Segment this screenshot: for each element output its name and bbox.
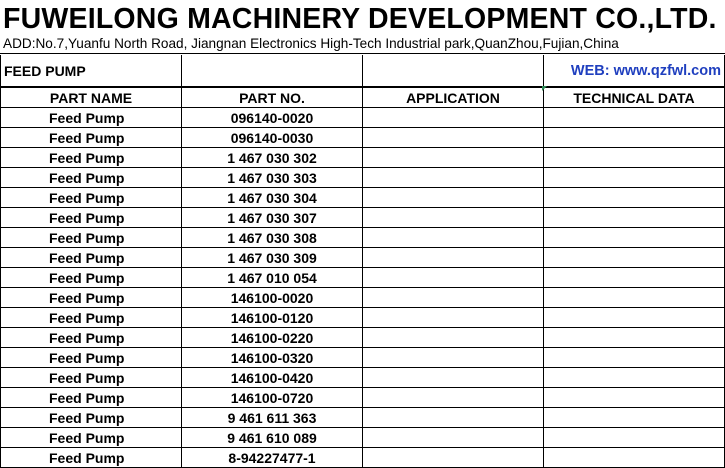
part-number-cell: 146100-0020	[182, 288, 363, 308]
parts-table	[0, 55, 725, 468]
title-blank-cell	[363, 55, 544, 87]
column-header-application: APPLICATION	[363, 87, 544, 108]
part-number-cell: 1 467 030 309	[182, 248, 363, 268]
application-cell	[363, 168, 544, 188]
table-row	[1, 308, 725, 328]
part-number-cell: 9 461 610 089	[182, 428, 363, 448]
application-cell	[363, 268, 544, 288]
part-number-cell: 1 467 030 302	[182, 148, 363, 168]
technical-data-cell	[544, 228, 725, 248]
part-number-cell: 8-94227477-1	[182, 448, 363, 468]
header-divider	[0, 53, 725, 54]
part-number-cell: 1 467 030 303	[182, 168, 363, 188]
part-name-cell: Feed Pump	[1, 268, 182, 288]
application-cell	[363, 368, 544, 388]
application-cell	[363, 228, 544, 248]
part-name-cell: Feed Pump	[1, 408, 182, 428]
part-number-cell: 1 467 030 308	[182, 228, 363, 248]
table-row	[1, 368, 725, 388]
part-number-cell: 1 467 030 304	[182, 188, 363, 208]
table-row	[1, 148, 725, 168]
part-number-cell: 096140-0030	[182, 128, 363, 148]
part-name-cell: Feed Pump	[1, 208, 182, 228]
technical-data-cell	[544, 208, 725, 228]
table-row	[1, 268, 725, 288]
part-name-cell: Feed Pump	[1, 148, 182, 168]
part-number-cell: 1 467 010 054	[182, 268, 363, 288]
application-cell	[363, 128, 544, 148]
table-row	[1, 448, 725, 468]
part-name-cell: Feed Pump	[1, 428, 182, 448]
technical-data-cell	[544, 188, 725, 208]
table-row	[1, 328, 725, 348]
part-name-cell: Feed Pump	[1, 248, 182, 268]
application-cell	[363, 428, 544, 448]
section-title: FEED PUMP	[1, 55, 182, 87]
application-cell	[363, 288, 544, 308]
technical-data-cell	[544, 308, 725, 328]
part-number-cell: 146100-0120	[182, 308, 363, 328]
table-row	[1, 248, 725, 268]
table-row	[1, 208, 725, 228]
technical-data-cell	[544, 388, 725, 408]
table-row	[1, 388, 725, 408]
part-name-cell: Feed Pump	[1, 168, 182, 188]
part-name-cell: Feed Pump	[1, 188, 182, 208]
application-cell	[363, 348, 544, 368]
part-number-cell: 146100-0420	[182, 368, 363, 388]
title-row	[1, 55, 725, 87]
website-link[interactable]: WEB: www.qzfwl.com	[544, 55, 725, 87]
technical-data-cell	[544, 368, 725, 388]
part-name-cell: Feed Pump	[1, 108, 182, 128]
table-row	[1, 168, 725, 188]
application-cell	[363, 248, 544, 268]
column-header-technical-data: TECHNICAL DATA	[544, 87, 725, 108]
column-header-part-name: PART NAME	[1, 87, 182, 108]
part-name-cell: Feed Pump	[1, 388, 182, 408]
part-name-cell: Feed Pump	[1, 328, 182, 348]
technical-data-cell	[544, 408, 725, 428]
application-cell	[363, 308, 544, 328]
application-cell	[363, 448, 544, 468]
part-number-cell: 096140-0020	[182, 108, 363, 128]
application-cell	[363, 408, 544, 428]
technical-data-cell	[544, 288, 725, 308]
title-blank-cell	[182, 55, 363, 87]
table-row	[1, 428, 725, 448]
table-row	[1, 188, 725, 208]
application-cell	[363, 328, 544, 348]
application-cell	[363, 388, 544, 408]
technical-data-cell	[544, 148, 725, 168]
technical-data-cell	[544, 448, 725, 468]
cell-comment-marker	[542, 86, 547, 91]
table-row	[1, 108, 725, 128]
technical-data-cell	[544, 108, 725, 128]
table-row	[1, 348, 725, 368]
table-row	[1, 288, 725, 308]
company-address: ADD:No.7,Yuanfu North Road, Jiangnan Electronics High-Tech Industrial park,QuanZhou,Fujian,China	[3, 36, 619, 51]
part-number-cell: 146100-0320	[182, 348, 363, 368]
part-name-cell: Feed Pump	[1, 368, 182, 388]
part-number-cell: 146100-0220	[182, 328, 363, 348]
part-name-cell: Feed Pump	[1, 128, 182, 148]
application-cell	[363, 148, 544, 168]
column-header-part-no: PART NO.	[182, 87, 363, 108]
technical-data-cell	[544, 328, 725, 348]
part-name-cell: Feed Pump	[1, 448, 182, 468]
part-number-cell: 9 461 611 363	[182, 408, 363, 428]
table-row	[1, 128, 725, 148]
table-row	[1, 228, 725, 248]
part-number-cell: 146100-0720	[182, 388, 363, 408]
technical-data-cell	[544, 268, 725, 288]
application-cell	[363, 188, 544, 208]
table-row	[1, 408, 725, 428]
part-name-cell: Feed Pump	[1, 348, 182, 368]
technical-data-cell	[544, 348, 725, 368]
part-number-cell: 1 467 030 307	[182, 208, 363, 228]
technical-data-cell	[544, 128, 725, 148]
application-cell	[363, 108, 544, 128]
technical-data-cell	[544, 168, 725, 188]
column-header-row	[1, 87, 725, 108]
part-name-cell: Feed Pump	[1, 228, 182, 248]
technical-data-cell	[544, 248, 725, 268]
part-name-cell: Feed Pump	[1, 308, 182, 328]
part-name-cell: Feed Pump	[1, 288, 182, 308]
company-name: FUWEILONG MACHINERY DEVELOPMENT CO.,LTD.	[3, 3, 717, 35]
technical-data-cell	[544, 428, 725, 448]
application-cell	[363, 208, 544, 228]
